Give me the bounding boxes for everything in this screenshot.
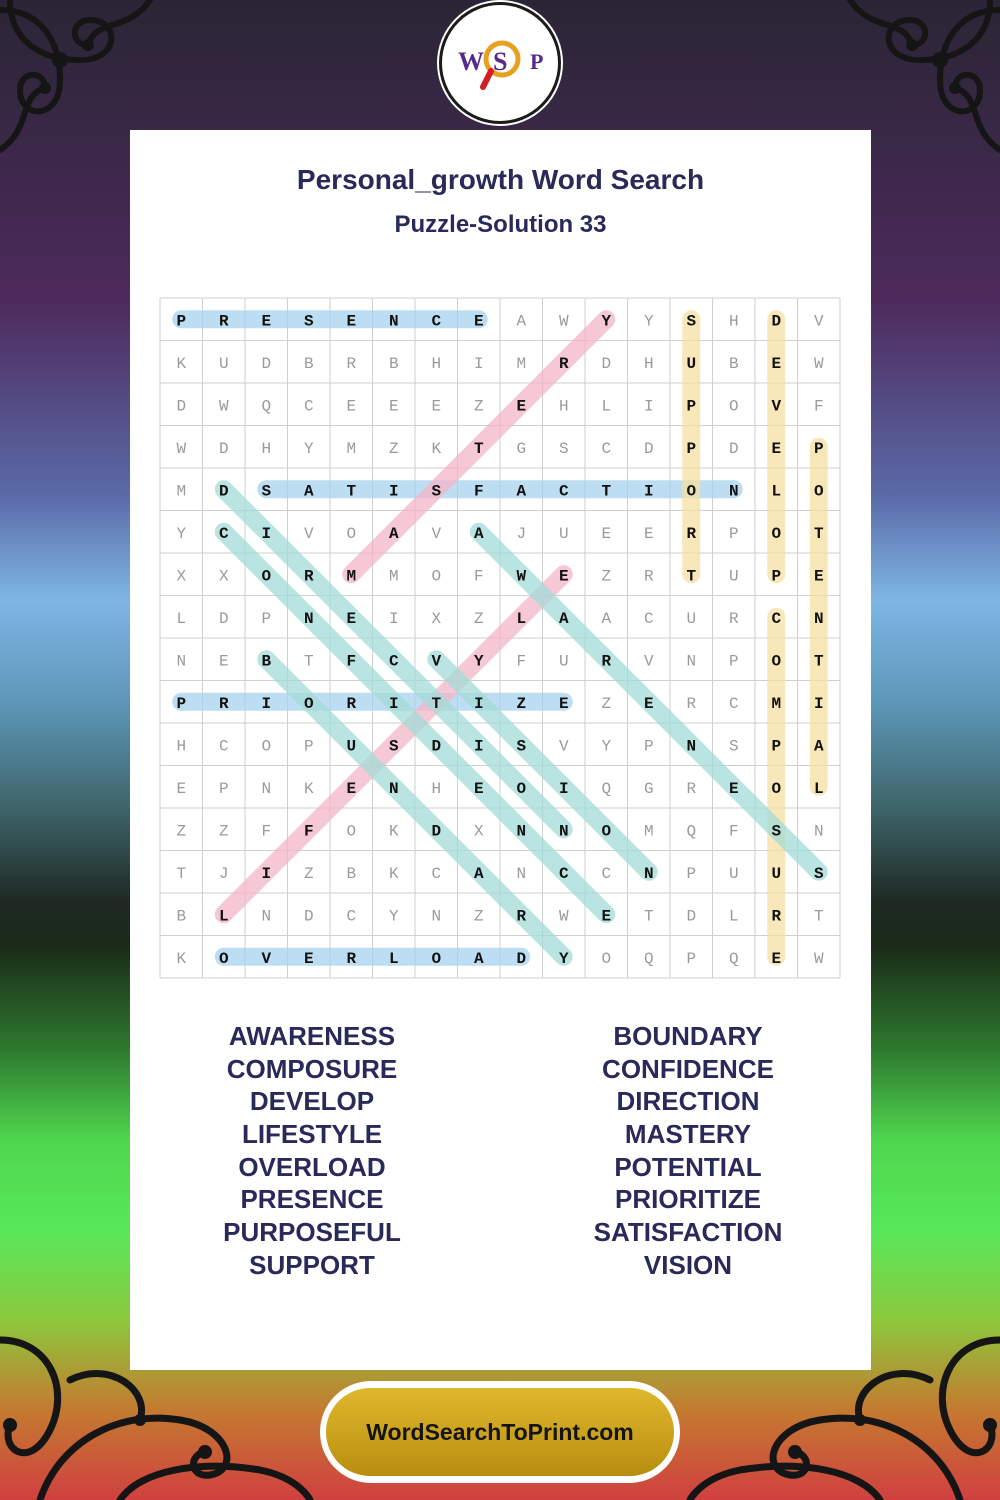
grid-letter-found: E [516,397,527,416]
grid-letter: B [303,354,314,373]
grid-letter: Z [473,397,484,416]
grid-letter: Z [473,609,484,628]
grid-letter-found: D [771,312,782,331]
grid-letter-found: N [558,822,569,841]
grid-letter: Z [601,694,612,713]
grid-letter: E [388,397,399,416]
grid-letter: M [516,354,527,373]
grid-letter: Z [218,822,229,841]
grid-letter: D [643,439,654,458]
grid-letter: W [558,907,569,926]
word-list-item: LIFESTYLE [241,1119,383,1150]
grid-letter-found: C [558,864,569,883]
grid-letter: H [431,779,442,798]
grid-letter-found: U [686,354,697,373]
grid-letter: P [218,779,229,798]
grid-letter-found: N [303,609,314,628]
grid-letter: O [346,524,357,543]
grid-letter: W [176,439,187,458]
word-list-item: SUPPORT [249,1249,375,1280]
grid-letter-found: A [303,482,314,501]
grid-letter-found: U [346,737,357,756]
grid-letter: G [516,439,527,458]
grid-letter: N [686,652,697,671]
grid-letter: S [558,439,569,458]
grid-letter: P [303,737,314,756]
grid-letter-found: N [388,779,399,798]
grid-letter: M [346,439,357,458]
grid-letter-found: E [261,312,272,331]
grid-letter: K [176,354,187,373]
grid-letter: C [346,907,357,926]
grid-letter: Y [303,439,314,458]
grid-letter-found: S [686,312,697,331]
grid-letter: P [728,652,739,671]
word-list-item: CONFIDENCE [602,1053,774,1084]
grid-letter: H [176,737,187,756]
word-list-item: SATISFACTION [593,1217,783,1248]
word-list-item: PURPOSEFUL [223,1217,401,1248]
grid-letter-found: O [813,482,824,501]
grid-letter-found: T [813,524,824,543]
grid-letter-found: R [686,524,697,543]
grid-letter-found: C [388,652,399,671]
grid-letter: E [218,652,229,671]
grid-letter: J [218,864,229,883]
grid-letter: C [643,609,654,628]
grid-letter-found: N [686,737,697,756]
grid-letter: Z [601,567,612,586]
page-title: Personal_growth Word Search [296,164,705,195]
grid-letter: D [686,907,697,926]
grid-letter: R [686,779,697,798]
grid-letter: V [643,652,654,671]
grid-letter: T [303,652,314,671]
grid-letter: Y [388,907,399,926]
grid-letter: P [686,864,697,883]
grid-letter: W [813,354,824,373]
grid-letter-found: A [473,864,484,883]
grid-letter-found: S [303,312,314,331]
grid-letter: C [431,864,442,883]
word-list-item: POTENTIAL [614,1151,762,1182]
grid-letter-found: S [388,737,399,756]
grid-letter: F [813,397,824,416]
puzzle-card [130,130,871,1370]
grid-letter: M [643,822,654,841]
grid-letter: C [728,694,739,713]
grid-letter: U [686,609,697,628]
grid-letter: F [728,822,739,841]
grid-letter: D [728,439,739,458]
grid-letter: M [388,567,399,586]
grid-letter-found: Y [558,949,569,968]
word-list-item: MASTERY [624,1119,752,1150]
grid-letter-found: S [431,482,442,501]
grid-letter-found: C [771,609,782,628]
grid-letter-found: N [516,822,527,841]
grid-letter-found: Z [516,694,527,713]
grid-letter-found: E [813,567,824,586]
grid-letter: L [176,609,187,628]
grid-letter-found: P [813,439,824,458]
grid-letter: X [431,609,442,628]
grid-letter-found: I [473,694,484,713]
grid-letter: D [601,354,612,373]
grid-letter: Z [303,864,314,883]
word-list-item: DIRECTION [616,1086,760,1117]
grid-letter: F [473,567,484,586]
grid-letter: J [516,524,527,543]
grid-letter: E [601,524,612,543]
grid-letter-found: V [261,949,272,968]
grid-letter: M [176,482,187,501]
grid-letter-found: E [346,609,357,628]
grid-letter: D [218,609,229,628]
grid-letter: O [728,397,739,416]
grid-letter: B [346,864,357,883]
logo-letter-s: S [493,47,508,76]
grid-letter-found: R [218,312,229,331]
grid-letter-found: E [771,949,782,968]
grid-letter: K [388,822,399,841]
grid-letter-found: A [473,524,484,543]
grid-letter-found: I [261,524,272,543]
grid-letter-found: E [558,567,569,586]
grid-letter: E [346,397,357,416]
grid-letter-found: I [643,482,654,501]
grid-letter: D [261,354,272,373]
grid-letter: D [176,397,187,416]
grid-letter-found: E [473,312,484,331]
grid-letter: W [813,949,824,968]
grid-letter-found: P [686,397,697,416]
grid-letter: N [261,779,272,798]
grid-letter-found: T [473,439,484,458]
grid-letter-found: O [771,779,782,798]
grid-letter-found: R [346,949,357,968]
grid-letter-found: F [303,822,314,841]
grid-letter: I [643,397,654,416]
grid-letter: B [388,354,399,373]
grid-letter-found: C [431,312,442,331]
grid-letter: D [303,907,314,926]
grid-letter-found: N [388,312,399,331]
grid-letter: H [643,354,654,373]
grid-letter: X [218,567,229,586]
grid-letter: P [686,949,697,968]
grid-letter: Z [176,822,187,841]
grid-letter-found: M [771,694,782,713]
grid-letter: U [218,354,229,373]
grid-letter-found: L [218,907,229,926]
grid-letter-found: V [771,397,782,416]
grid-letter: L [728,907,739,926]
grid-letter: R [728,609,739,628]
grid-letter-found: R [771,907,782,926]
grid-letter-found: I [473,737,484,756]
grid-letter-found: O [686,482,697,501]
grid-letter: V [813,312,824,331]
grid-letter-found: T [686,567,697,586]
word-list-item: VISION [643,1249,733,1280]
page-subtitle: Puzzle-Solution 33 [394,211,607,238]
grid-letter-found: D [431,737,442,756]
grid-letter-found: C [558,482,569,501]
grid-letter-found: E [771,439,782,458]
grid-letter-found: A [558,609,569,628]
grid-letter: V [558,737,569,756]
grid-letter: K [303,779,314,798]
grid-letter-found: R [303,567,314,586]
grid-letter-found: S [813,864,824,883]
grid-letter-found: P [771,737,782,756]
grid-letter: Y [643,312,654,331]
grid-letter: U [558,524,569,543]
grid-letter-found: E [346,312,357,331]
grid-letter-found: C [218,524,229,543]
grid-letter: Q [261,397,272,416]
grid-letter: T [176,864,187,883]
grid-letter: C [218,737,229,756]
word-list-item: DEVELOP [249,1086,375,1117]
grid-letter-found: E [643,694,654,713]
grid-letter: P [728,524,739,543]
grid-letter-found: N [813,609,824,628]
grid-letter-found: F [473,482,484,501]
grid-letter: A [516,312,527,331]
grid-letter-found: L [388,949,399,968]
grid-letter-found: N [643,864,654,883]
grid-letter: Q [728,949,739,968]
grid-letter: N [431,907,442,926]
grid-letter-found: A [813,737,824,756]
grid-letter: O [431,567,442,586]
grid-letter-found: O [516,779,527,798]
grid-letter: N [516,864,527,883]
grid-letter-found: E [346,779,357,798]
word-list-item: COMPOSURE [226,1053,398,1084]
grid-letter: H [431,354,442,373]
grid-letter: P [261,609,272,628]
grid-letter-found: A [473,949,484,968]
word-list-item: AWARENESS [228,1021,396,1051]
grid-letter: S [728,737,739,756]
grid-letter-found: O [218,949,229,968]
grid-letter: B [176,907,187,926]
grid-letter-found: D [431,822,442,841]
word-list-item: OVERLOAD [238,1151,386,1182]
word-list-item: PRIORITIZE [615,1184,761,1215]
grid-letter: T [643,907,654,926]
footer-site-button[interactable] [326,1388,674,1476]
grid-letter-found: A [516,482,527,501]
grid-letter: E [176,779,187,798]
grid-letter: I [473,354,484,373]
word-list-item: BOUNDARY [613,1021,763,1051]
grid-letter: Q [601,779,612,798]
grid-letter: Q [686,822,697,841]
grid-letter-found: T [346,482,357,501]
grid-letter: C [601,864,612,883]
grid-letter-found: Y [473,652,484,671]
grid-letter-found: E [771,354,782,373]
grid-letter: C [303,397,314,416]
grid-letter-found: W [516,567,527,586]
grid-letter: A [601,609,612,628]
grid-letter: U [558,652,569,671]
grid-letter: E [643,524,654,543]
grid-letter: X [176,567,187,586]
grid-letter: K [388,864,399,883]
grid-letter-found: R [516,907,527,926]
grid-letter: F [516,652,527,671]
grid-letter-found: D [218,482,229,501]
grid-letter: K [176,949,187,968]
grid-letter-found: I [388,694,399,713]
grid-letter-found: R [558,354,569,373]
grid-letter: L [601,397,612,416]
grid-letter: O [601,949,612,968]
grid-letter: B [728,354,739,373]
grid-letter-found: S [261,482,272,501]
grid-letter-found: F [346,652,357,671]
grid-letter: P [643,737,654,756]
grid-letter-found: O [771,652,782,671]
grid-letter: E [431,397,442,416]
grid-letter-found: Y [601,312,612,331]
grid-letter-found: I [261,864,272,883]
grid-letter: R [643,567,654,586]
grid-letter: N [813,822,824,841]
grid-letter: T [813,907,824,926]
grid-letter-found: T [431,694,442,713]
grid-letter-found: E [728,779,739,798]
word-list-right [538,1020,838,1282]
grid-letter-found: E [473,779,484,798]
grid-letter-found: R [218,694,229,713]
grid-letter-found: O [303,694,314,713]
grid-letter: W [218,397,229,416]
grid-letter-found: N [728,482,739,501]
grid-letter-found: I [813,694,824,713]
grid-letter: R [346,354,357,373]
grid-letter-found: O [601,822,612,841]
grid-letter-found: B [261,652,272,671]
grid-letter: O [346,822,357,841]
grid-letter-found: A [388,524,399,543]
grid-letter-found: T [813,652,824,671]
grid-letter: W [558,312,569,331]
site-logo[interactable] [439,2,561,124]
grid-letter: N [261,907,272,926]
grid-letter: I [388,609,399,628]
grid-letter: U [728,567,739,586]
grid-letter-found: O [261,567,272,586]
grid-letter: H [261,439,272,458]
logo-letter-p: P [530,49,544,74]
grid-letter-found: S [516,737,527,756]
grid-letter-found: U [771,864,782,883]
grid-letter-found: D [516,949,527,968]
grid-letter: C [601,439,612,458]
grid-letter-found: E [601,907,612,926]
grid-letter: G [643,779,654,798]
grid-letter-found: L [771,482,782,501]
grid-letter: R [686,694,697,713]
grid-letter: V [431,524,442,543]
word-list-item: PRESENCE [240,1184,384,1215]
grid-letter: Y [176,524,187,543]
grid-letter-found: P [176,694,187,713]
grid-letter-found: S [771,822,782,841]
grid-letter-found: M [346,567,357,586]
grid-letter: Z [473,907,484,926]
grid-letter: Y [601,737,612,756]
grid-letter-found: L [813,779,824,798]
grid-letter-found: L [516,609,527,628]
grid-letter-found: I [261,694,272,713]
grid-letter-found: P [686,439,697,458]
word-search-grid [130,130,871,1000]
grid-letter-found: R [601,652,612,671]
grid-letter: D [218,439,229,458]
grid-letter: Q [643,949,654,968]
grid-letter: H [558,397,569,416]
grid-letter-found: O [771,524,782,543]
grid-letter-found: E [303,949,314,968]
grid-letter-found: O [431,949,442,968]
word-list-left [162,1020,462,1282]
grid-letter: H [728,312,739,331]
grid-letter-found: I [558,779,569,798]
grid-letter: N [176,652,187,671]
grid-letter: F [261,822,272,841]
grid-letter-found: V [431,652,442,671]
grid-letter-found: E [558,694,569,713]
footer-site-label: WordSearchToPrint.com [366,1418,634,1445]
grid-letter: V [303,524,314,543]
logo-letter-w: W [458,47,484,76]
grid-letter: K [431,439,442,458]
grid-letter: U [728,864,739,883]
grid-letter-found: P [771,567,782,586]
grid-letter-found: T [601,482,612,501]
grid-letter-found: I [388,482,399,501]
grid-letter: O [261,737,272,756]
grid-letter: X [473,822,484,841]
grid-letter: Z [388,439,399,458]
grid-letter-found: P [176,312,187,331]
grid-letter-found: R [346,694,357,713]
